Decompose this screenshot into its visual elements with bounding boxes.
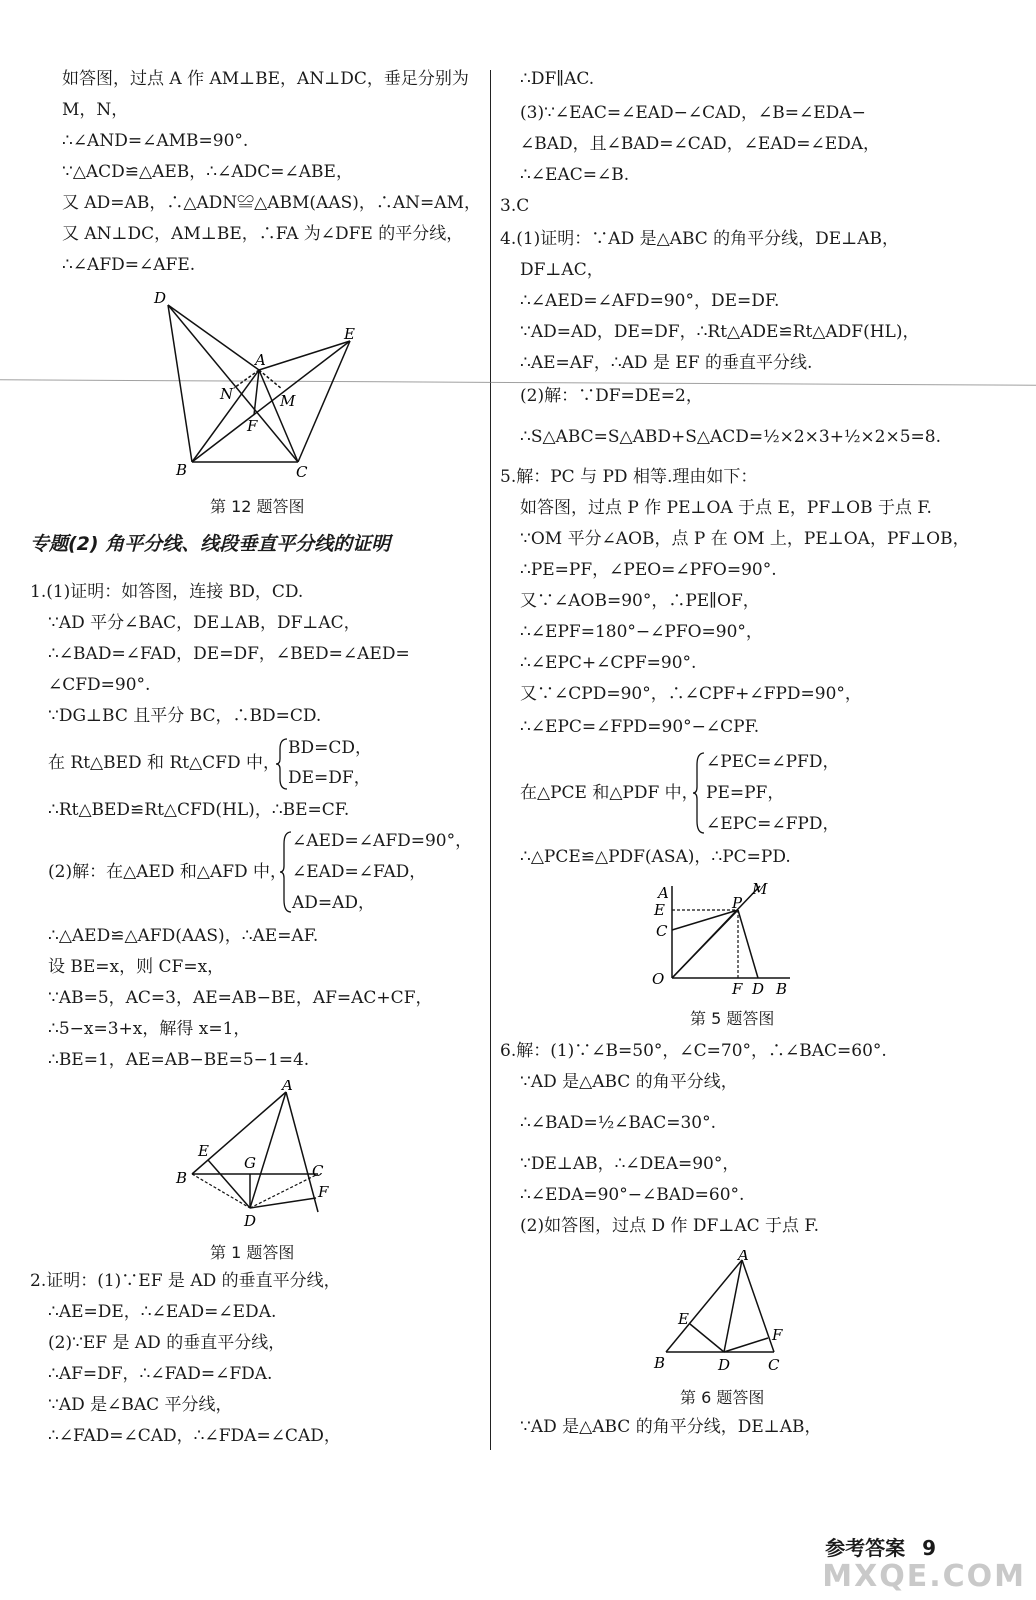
right-column-line: 在△PCE 和△PDF 中，	[520, 783, 699, 803]
footer-section-label: 参考答案	[825, 1536, 906, 1560]
svg-text:E: E	[344, 325, 355, 343]
left-column-2-line: ∠EAD=∠FAD，	[292, 862, 427, 882]
right-column-line: 4.(1)证明：∵AD 是△ABC 的角平分线，DE⊥AB，	[500, 229, 899, 249]
right-column-line: ∠PEC=∠PFD，	[706, 752, 840, 772]
right-column-line: ∴PE=PF，∠PEO=∠PFO=90°.	[520, 560, 777, 580]
svg-text:D: D	[718, 1356, 731, 1374]
right-column-line: 又∵∠AOB=90°，∴PE∥OF，	[520, 591, 760, 611]
svg-text:E: E	[678, 1310, 689, 1328]
svg-text:D: D	[752, 980, 765, 998]
svg-text:A: A	[282, 1080, 293, 1094]
figure-1-diagram	[170, 1080, 340, 1230]
left-column-line: ∴∠AND=∠AMB=90°.	[62, 131, 249, 151]
left-column-2-line: DE=DF，	[288, 768, 371, 788]
right-column-line: ∵OM 平分∠AOB，点 P 在 OM 上，PE⊥OA，PF⊥OB，	[520, 529, 970, 549]
svg-text:F: F	[247, 417, 258, 435]
figure-5-diagram	[648, 880, 798, 1000]
svg-text:D: D	[154, 289, 167, 307]
left-column-2-line: ∴△AED≌△AFD(AAS)，∴AE=AF.	[48, 926, 319, 946]
section-heading: 专题(2) 角平分线、线段垂直平分线的证明	[30, 533, 391, 555]
svg-text:C: C	[312, 1162, 324, 1180]
left-column-2-line: 设 BE=x，则 CF=x，	[48, 957, 225, 977]
figure-1-caption: 第 1 题答图	[210, 1243, 295, 1262]
left-column-line: 又 AN⊥DC，AM⊥BE，∴FA 为∠DFE 的平分线，	[62, 224, 464, 244]
left-column-line: 如答图，过点 A 作 AM⊥BE，AN⊥DC，垂足分别为	[62, 69, 469, 89]
watermark: MXQE.COM	[822, 1559, 1026, 1594]
right-column-2-line: ∴∠EDA=90°−∠BAD=60°.	[520, 1185, 745, 1205]
svg-text:E: E	[654, 901, 665, 919]
left-column-2-line: ∴5−x=3+x，解得 x=1，	[48, 1019, 251, 1039]
left-column-line: ∵△ACD≌△AEB，∴∠ADC=∠ABE，	[62, 162, 353, 182]
svg-text:F: F	[732, 980, 743, 998]
right-column-2-line: ∵AD 是△ABC 的角平分线，	[520, 1072, 738, 1092]
svg-text:F: F	[772, 1326, 783, 1344]
left-column-3-line: ∴AE=DE，∴∠EAD=∠EDA.	[48, 1302, 277, 1322]
right-column-2-line: ∴∠BAD=½∠BAC=30°.	[520, 1113, 716, 1133]
svg-text:C: C	[656, 922, 668, 940]
brace-3	[692, 751, 706, 835]
right-column-line: (2)解：∵DF=DE=2，	[520, 386, 703, 406]
svg-text:B: B	[176, 461, 188, 479]
svg-text:B: B	[654, 1354, 666, 1372]
left-column-2-line: ∴∠BAD=∠FAD，DE=DF，∠BED=∠AED=	[48, 644, 410, 664]
left-column-2-line: ∠CFD=90°.	[48, 675, 151, 695]
svg-text:M: M	[752, 880, 768, 898]
left-column-3-line: 2.证明：(1)∵EF 是 AD 的垂直平分线，	[30, 1271, 341, 1291]
brace-2	[279, 830, 293, 914]
right-column-line: DF⊥AC，	[520, 260, 604, 280]
column-divider	[490, 70, 491, 1450]
brace-1	[275, 737, 289, 791]
right-column-line: ∴∠EPF=180°−∠PFO=90°，	[520, 622, 763, 642]
page-number: 9	[922, 1536, 936, 1560]
svg-text:D: D	[244, 1212, 257, 1230]
svg-text:P: P	[732, 894, 743, 912]
right-column-line: 5.解：PC 与 PD 相等.理由如下：	[500, 467, 758, 487]
right-column-line: PE=PF，	[706, 783, 785, 803]
left-column-line: 又 AD=AB，∴△ADN≌△ABM(AAS)，∴AN=AM，	[62, 193, 481, 213]
right-column-2-line: ∵DE⊥AB，∴∠DEA=90°，	[520, 1154, 740, 1174]
figure-12-diagram	[150, 285, 380, 480]
right-column-line: (3)∵∠EAC=∠EAD−∠CAD，∠B=∠EDA−	[520, 103, 866, 123]
left-column-3-line: ∴∠FAD=∠CAD，∴∠FDA=∠CAD，	[48, 1426, 341, 1446]
right-column-2-line: 6.解：(1)∵∠B=50°，∠C=70°，∴∠BAC=60°.	[500, 1041, 887, 1061]
right-column-line: ∴△PCE≌△PDF(ASA)，∴PC=PD.	[520, 847, 791, 867]
left-column-line: M，N，	[62, 100, 129, 120]
left-column-2-line: ∵DG⊥BC 且平分 BC，∴BD=CD.	[48, 706, 322, 726]
right-column-line: 如答图，过点 P 作 PE⊥OA 于点 E，PF⊥OB 于点 F.	[520, 498, 932, 518]
left-column-2-line: ∴Rt△BED≌Rt△CFD(HL)，∴BE=CF.	[48, 800, 350, 820]
right-column-line: ∠EPC=∠FPD，	[706, 814, 840, 834]
right-column-line: ∴S△ABC=S△ABD+S△ACD=½×2×3+½×2×5=8.	[520, 427, 942, 447]
left-column-3-line: (2)∵EF 是 AD 的垂直平分线，	[48, 1333, 286, 1353]
left-column-2-line: (2)解：在△AED 和△AFD 中，	[48, 862, 288, 882]
left-column-3-line: ∴AF=DF，∴∠FAD=∠FDA.	[48, 1364, 273, 1384]
left-column-2-line: ∵AD 平分∠BAC，DE⊥AB，DF⊥AC，	[48, 613, 361, 633]
svg-text:G: G	[244, 1154, 256, 1172]
left-column-2-line: ∵AB=5，AC=3，AE=AB−BE，AF=AC+CF，	[48, 988, 433, 1008]
left-column-2-line: ∠AED=∠AFD=90°，	[292, 831, 473, 851]
right-column-line: ∴∠EPC=∠FPD=90°−∠CPF.	[520, 717, 760, 737]
right-column-3-line: ∵AD 是△ABC 的角平分线，DE⊥AB，	[520, 1417, 822, 1437]
right-column-line: ∴∠AED=∠AFD=90°，DE=DF.	[520, 291, 780, 311]
right-column-line: ∴∠EAC=∠B.	[520, 165, 630, 185]
figure-6-diagram	[650, 1250, 800, 1380]
left-column-3-line: ∵AD 是∠BAC 平分线，	[48, 1395, 233, 1415]
svg-text:O: O	[652, 970, 665, 988]
footer-label	[825, 1532, 936, 1561]
svg-text:B: B	[776, 980, 788, 998]
right-column-line: ∴AE=AF，∴AD 是 EF 的垂直平分线.	[520, 353, 813, 373]
right-column-line: 又∵∠CPD=90°，∴∠CPF+∠FPD=90°，	[520, 684, 862, 704]
right-column-line: 3.C	[500, 196, 530, 216]
left-column-2-line: ∴BE=1，AE=AB−BE=5−1=4.	[48, 1050, 310, 1070]
svg-text:A: A	[738, 1250, 749, 1264]
svg-text:B: B	[176, 1169, 188, 1187]
figure-5-caption: 第 5 题答图	[690, 1009, 775, 1028]
svg-text:F: F	[318, 1183, 329, 1201]
svg-text:M: M	[280, 392, 296, 410]
right-column-line: ∠BAD，且∠BAD=∠CAD，∠EAD=∠EDA，	[520, 134, 881, 154]
right-column-line: ∵AD=AD，DE=DF，∴Rt△ADE≌Rt△ADF(HL)，	[520, 322, 920, 342]
svg-text:A: A	[658, 884, 669, 902]
svg-text:N: N	[220, 385, 234, 403]
left-column-2-line: 1.(1)证明：如答图，连接 BD，CD.	[30, 582, 304, 602]
left-column-line: ∴∠AFD=∠AFE.	[62, 255, 196, 275]
right-column-line: ∴∠EPC+∠CPF=90°.	[520, 653, 697, 673]
svg-text:E: E	[198, 1142, 209, 1160]
left-column-2-line: 在 Rt△BED 和 Rt△CFD 中，	[48, 753, 280, 773]
figure-6-caption: 第 6 题答图	[680, 1388, 765, 1407]
right-column-2-line: (2)如答图，过点 D 作 DF⊥AC 于点 F.	[520, 1216, 819, 1236]
left-column-2-line: AD=AD，	[292, 893, 376, 913]
svg-text:C: C	[768, 1356, 780, 1374]
right-column-line: ∴DF∥AC.	[520, 69, 595, 89]
figure-12-caption: 第 12 题答图	[210, 497, 305, 516]
svg-text:A: A	[255, 351, 266, 369]
svg-text:C: C	[296, 463, 308, 480]
left-column-2-line: BD=CD，	[288, 738, 373, 758]
